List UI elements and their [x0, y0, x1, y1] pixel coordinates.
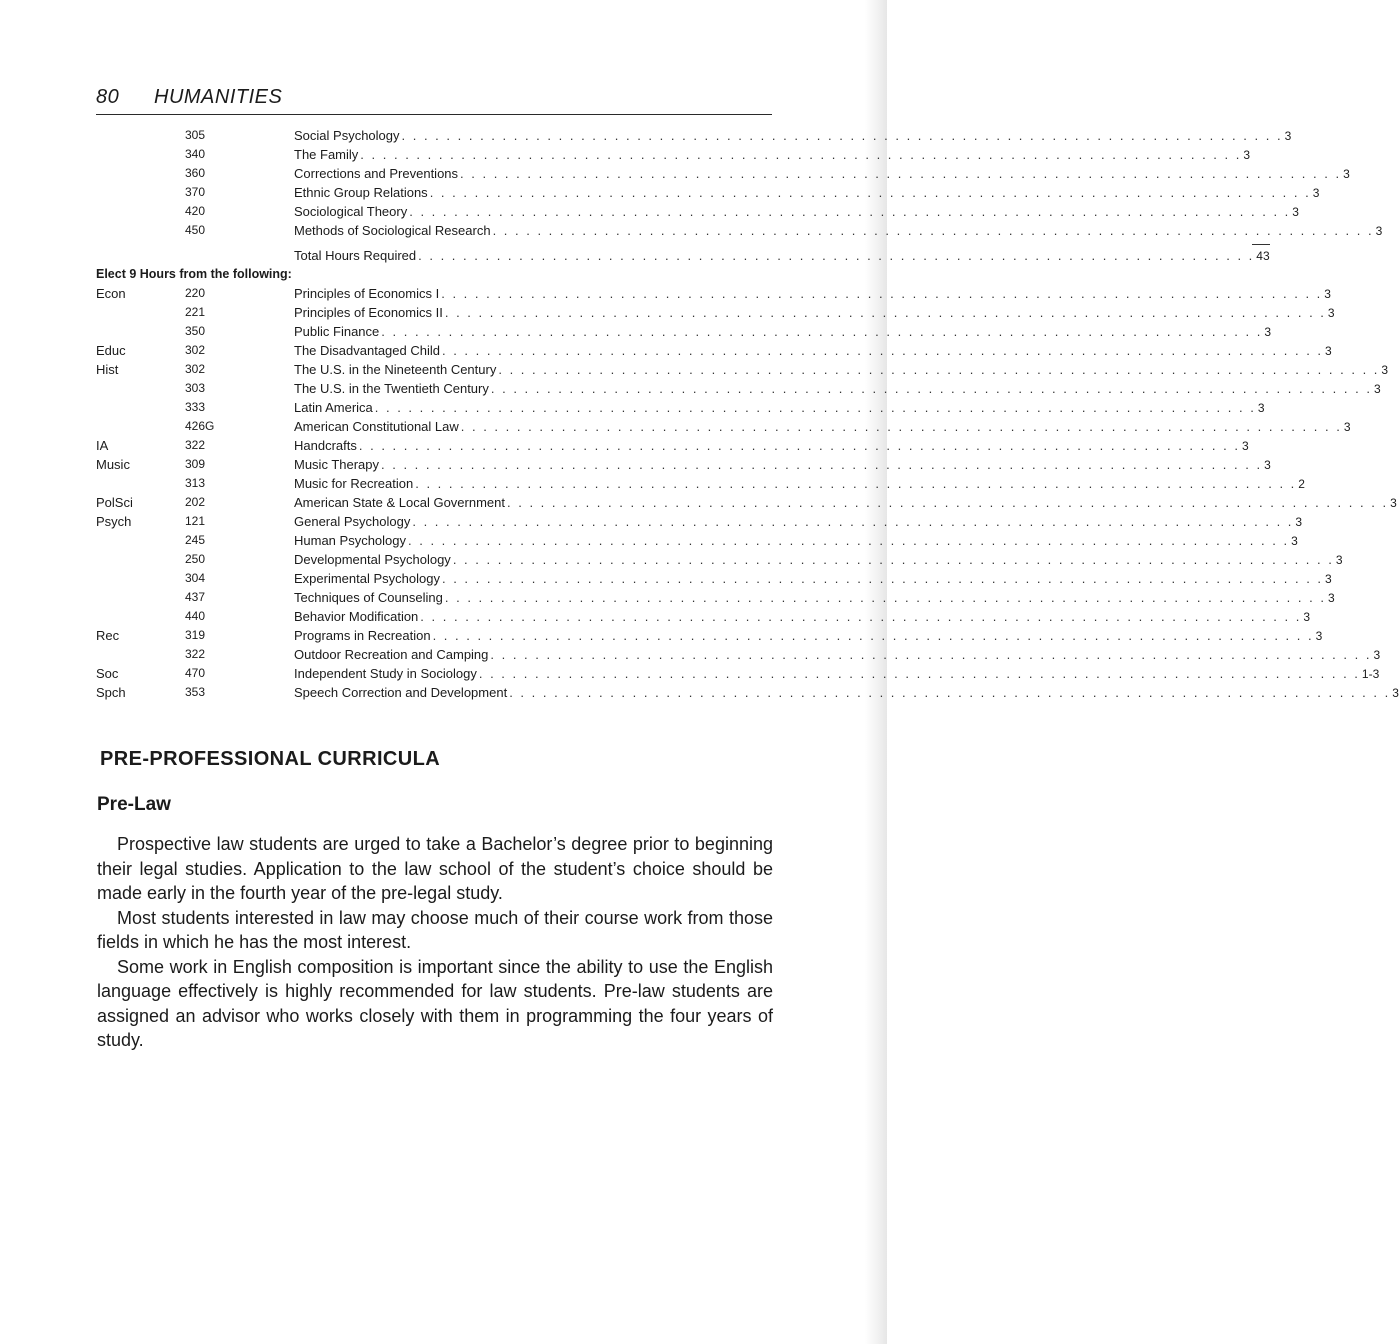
dot-leader: . . . . . . . . . . . . . . . . . . . . . . . . . . . . . . . . . . . . . . . . . . . . . . . . . . . . . . . . . . . . . . . . . . . . . . . . . . . . . . . — [507, 495, 1389, 510]
course-hours: 3 — [1312, 186, 1320, 200]
course-hours: 3 — [1303, 610, 1311, 624]
course-number: 360 — [185, 166, 206, 180]
course-number: 440 — [185, 609, 206, 623]
course-number: 220 — [185, 286, 206, 300]
course-number: 313 — [185, 476, 206, 490]
course-title: Music Therapy — [294, 457, 380, 472]
required-courses-list — [96, 126, 1383, 240]
course-title: Human Psychology — [294, 533, 406, 548]
course-hours: 2 — [1298, 477, 1305, 491]
dot-leader: . . . . . . . . . . . . . . . . . . . . . . . . . . . . . . . . . . . . . . . . . . . . . . . . . . . . . . . . . . . . . . . . . . . . . . . . . . . . . . . — [432, 628, 1314, 643]
course-hours: 1-3 — [1361, 667, 1380, 681]
course-hours: 3 — [1343, 420, 1351, 434]
elective-courses-list — [96, 284, 1399, 702]
course-hours: 3 — [1295, 515, 1303, 529]
course-row — [96, 436, 1249, 455]
course-number: 350 — [185, 324, 206, 338]
course-number: 370 — [185, 185, 206, 199]
course-number: 340 — [185, 147, 206, 161]
course-title: Programs in Recreation — [294, 628, 431, 643]
dot-leader: . . . . . . . . . . . . . . . . . . . . . . . . . . . . . . . . . . . . . . . . . . . . . . . . . . . . . . . . . . . . . . . . . . . . . . . . . . . . . . . — [412, 514, 1294, 529]
course-title: The U.S. in the Twentieth Century — [294, 381, 489, 396]
dot-leader: . . . . . . . . . . . . . . . . . . . . . . . . . . . . . . . . . . . . . . . . . . . . . . . . . . . . . . . . . . . . . . . . . . . . . . . . . . . . . . . — [441, 343, 1324, 358]
course-title: American Constitutional Law — [294, 419, 459, 434]
dot-leader: . . . . . . . . . . . . . . . . . . . . . . . . . . . . . . . . . . . . . . . . . . . . . . . . . . . . . . . . . . . . . . . . . . . . . . . . . . . . . . . — [490, 647, 1372, 662]
course-title: American State & Local Government — [294, 495, 505, 510]
course-hours: 3 — [1284, 129, 1292, 143]
course-dept: PolSci — [96, 495, 133, 510]
course-row — [96, 379, 1381, 398]
course-hours: 3 — [1324, 287, 1331, 301]
course-number: 437 — [185, 590, 206, 604]
dot-leader: . . . . . . . . . . . . . . . . . . . . . . . . . . . . . . . . . . . . . . . . . . . . . . . . . . . . . . . . . . . . . . . . . . . . . . . . . . . . . . . — [478, 666, 1360, 681]
course-number: 420 — [185, 204, 206, 218]
dot-leader: . . . . . . . . . . . . . . . . . . . . . . . . . . . . . . . . . . . . . . . . . . . . . . . . . . . . . . . . . . . . . . . . . . . . . . . . . . . . . . . — [374, 400, 1256, 415]
course-hours: 3 — [1243, 148, 1251, 162]
course-row — [96, 145, 1251, 164]
course-row — [96, 360, 1389, 379]
course-title: The Disadvantaged Child — [294, 343, 440, 358]
course-number: 302 — [185, 343, 206, 357]
course-row — [96, 569, 1332, 588]
elect-heading: Elect 9 Hours from the following: — [96, 267, 292, 281]
course-title: General Psychology — [294, 514, 411, 529]
paragraph: Some work in English composition is important since the ability to use the English language effectively is highly recommended for law students. Pre-law students are assigned an advisor who works closely with them in programming the four years of study. — [97, 956, 773, 1050]
dot-leader: . . . . . . . . . . . . . . . . . . . . . . . . . . . . . . . . . . . . . . . . . . . . . . . . . . . . . . . . . . . . . . . . . . . . . . . . . . . . . . . — [415, 476, 1297, 491]
course-row — [96, 607, 1311, 626]
course-hours: 3 — [1373, 382, 1381, 396]
course-title: Public Finance — [294, 324, 380, 339]
course-number: 353 — [185, 685, 206, 699]
dot-leader: . . . . . . . . . . . . . . . . . . . . . . . . . . . . . . . . . . . . . . . . . . . . . . . . . . . . . . . . . . . . . . . . . . . . . . . . . . . . . . . — [441, 571, 1324, 586]
course-number: 322 — [185, 438, 206, 452]
course-hours: 3 — [1335, 553, 1343, 567]
course-title: Principles of Economics II — [294, 305, 443, 320]
course-title: The Family — [294, 147, 359, 162]
course-number: 333 — [185, 400, 206, 414]
dot-leader: . . . . . . . . . . . . . . . . . . . . . . . . . . . . . . . . . . . . . . . . . . . . . . . . . . . . . . . . . . . . . . . . . . . . . . . . . . . . . . . — [444, 590, 1326, 605]
paragraph: Most students interested in law may choose much of their course work from those fields in which he has the most interest. — [97, 907, 773, 952]
course-hours: 3 — [1381, 363, 1389, 377]
course-title: Handcrafts — [294, 438, 357, 453]
course-number: 319 — [185, 628, 206, 642]
page-number: 80 — [96, 86, 120, 108]
course-dept: Rec — [96, 628, 120, 643]
course-hours: 3 — [1327, 591, 1335, 605]
course-title: Latin America — [294, 400, 373, 415]
course-number: 309 — [185, 457, 206, 471]
course-hours: 3 — [1325, 344, 1332, 358]
dot-leader: . . . . . . . . . . . . . . . . . . . . . . . . . . . . . . . . . . . . . . . . . . . . . . . . . . . . . . . . . . . . . . . . . . . . . . . . . . . . . . . — [441, 286, 1323, 301]
course-title: Sociological Theory — [294, 204, 408, 219]
course-title: Independent Study in Sociology — [294, 666, 477, 681]
dot-leader: . . . . . . . . . . . . . . . . . . . . . . . . . . . . . . . . . . . . . . . . . . . . . . . . . . . . . . . . . . . . . . . . . . . . . . . . . . . . . . . — [381, 324, 1263, 339]
section-title: PRE-PROFESSIONAL CURRICULA — [100, 748, 441, 770]
course-row — [96, 417, 1351, 436]
course-row — [96, 531, 1298, 550]
course-number: 322 — [185, 647, 206, 661]
course-hours: 3 — [1390, 496, 1397, 510]
course-title: Experimental Psychology — [294, 571, 440, 586]
course-title: Techniques of Counseling — [294, 590, 443, 605]
course-dept: Spch — [96, 685, 126, 700]
course-row — [96, 664, 1380, 683]
course-title: Methods of Sociological Research — [294, 223, 491, 238]
course-title: Principles of Economics I — [294, 286, 440, 301]
dot-leader: . . . . . . . . . . . . . . . . . . . . . . . . . . . . . . . . . . . . . . . . . . . . . . . . . . . . . . . . . . . . . . . . . . . . . . . . . . . . . . . — [490, 381, 1372, 396]
dot-leader: . . . . . . . . . . . . . . . . . . . . . . . . . . . . . . . . . . . . . . . . . . . . . . . . . . . . . . . . . . . . . . . . . . . . . . . . . . . . . . . — [360, 147, 1242, 162]
course-row — [96, 588, 1335, 607]
course-dept: Psych — [96, 514, 132, 529]
course-row — [96, 455, 1271, 474]
course-title: Music for Recreation — [294, 476, 414, 491]
total-label: Total Hours Required — [294, 248, 417, 263]
course-dept: Educ — [96, 343, 126, 358]
dot-leader: . . . . . . . . . . . . . . . . . . . . . . . . . . . . . . . . . . . . . . . . . . . . . . . . . . . . . . . . . . . . . . . . . . . . . . . . . . . . . . . — [408, 533, 1290, 548]
course-title: The U.S. in the Nineteenth Century — [294, 362, 497, 377]
course-title: Social Psychology — [294, 128, 400, 143]
course-dept: Econ — [96, 286, 126, 301]
course-row — [96, 398, 1265, 417]
dot-leader: . . . . . . . . . . . . . . . . . . . . . . . . . . . . . . . . . . . . . . . . . . . . . . . . . . . . . . . . . . . . . . . . . . . . . . . . . . . . . . . — [498, 362, 1380, 377]
course-row — [96, 550, 1343, 569]
dot-leader: . . . . . . . . . . . . . . . . . . . . . . . . . . . . . . . . . . . . . . . . . . . . . . . . . . . . . . . . . . . . . . . . . . . . . . . . . . . . . . . — [452, 552, 1334, 567]
course-number: 250 — [185, 552, 206, 566]
course-row — [96, 303, 1335, 322]
course-hours: 3 — [1292, 205, 1299, 219]
course-hours: 3 — [1264, 325, 1272, 339]
course-row — [96, 284, 1331, 303]
course-hours: 3 — [1291, 534, 1298, 548]
course-hours: 3 — [1264, 458, 1271, 472]
course-row — [96, 493, 1397, 512]
course-title: Outdoor Recreation and Camping — [294, 647, 489, 662]
course-number: 302 — [185, 362, 206, 376]
dot-leader: . . . . . . . . . . . . . . . . . . . . . . . . . . . . . . . . . . . . . . . . . . . . . . . . . . . . . . . . . . . . . . . . . . . . . . . . . . . . . . . — [358, 438, 1240, 453]
dot-leader: . . . . . . . . . . . . . . . . . . . . . . . . . . . . . . . . . . . . . . . . . . . . . . . . . . . . . . . . . . . . . . . . . . . . . . . . . . . . . . . — [401, 128, 1283, 143]
course-number: 450 — [185, 223, 206, 237]
dot-leader: . . . . . . . . . . . . . . . . . . . . . . . . . . . . . . . . . . . . . . . . . . . . . . . . . . . . . . . . . . . . . . . . . . . . . . . . . . . . . . . — [460, 166, 1342, 181]
total-hours-row — [96, 246, 1270, 265]
course-hours: 3 — [1327, 306, 1335, 320]
course-row — [96, 341, 1332, 360]
course-row — [96, 474, 1305, 493]
course-row — [96, 322, 1272, 341]
dot-leader: . . . . . . . . . . . . . . . . . . . . . . . . . . . . . . . . . . . . . . . . . . . . . . . . . . . . . . . . . . . . . . . . . . . . . . . . . . . . . . . — [444, 305, 1326, 320]
course-number: 426G — [185, 419, 215, 433]
course-hours: 3 — [1373, 648, 1381, 662]
course-hours: 3 — [1392, 686, 1399, 700]
course-row — [96, 202, 1299, 221]
course-number: 305 — [185, 128, 206, 142]
paragraph: Prospective law students are urged to take a Bachelor’s degree prior to beginning their legal studies. Application to the law school of the student’s choice should be made early in the fourth year of the pre-legal study. — [97, 834, 773, 903]
dot-leader: . . . . . . . . . . . . . . . . . . . . . . . . . . . . . . . . . . . . . . . . . . . . . . . . . . . . . . . . . . . . . . . . . . . . . . . . . . . — [418, 248, 1255, 263]
pre-law-text — [97, 832, 773, 1053]
course-hours: 3 — [1257, 401, 1265, 415]
course-row — [96, 645, 1381, 664]
course-number: 470 — [185, 666, 206, 680]
course-number: 245 — [185, 533, 206, 547]
course-dept: Music — [96, 457, 130, 472]
course-number: 303 — [185, 381, 206, 395]
course-dept: Hist — [96, 362, 119, 377]
total-hours: 43 — [1256, 249, 1270, 263]
course-title: Behavior Modification — [294, 609, 419, 624]
course-title: Speech Correction and Development — [294, 685, 508, 700]
dot-leader: . . . . . . . . . . . . . . . . . . . . . . . . . . . . . . . . . . . . . . . . . . . . . . . . . . . . . . . . . . . . . . . . . . . . . . . . . . . . . . . — [409, 204, 1291, 219]
dot-leader: . . . . . . . . . . . . . . . . . . . . . . . . . . . . . . . . . . . . . . . . . . . . . . . . . . . . . . . . . . . . . . . . . . . . . . . . . . . . . . . — [492, 223, 1374, 238]
course-number: 202 — [185, 495, 206, 509]
dot-leader: . . . . . . . . . . . . . . . . . . . . . . . . . . . . . . . . . . . . . . . . . . . . . . . . . . . . . . . . . . . . . . . . . . . . . . . . . . . . . . . — [381, 457, 1263, 472]
course-row — [96, 126, 1292, 145]
course-hours: 3 — [1325, 572, 1332, 586]
course-title: Developmental Psychology — [294, 552, 451, 567]
course-dept: IA — [96, 438, 109, 453]
course-dept: Soc — [96, 666, 119, 681]
dot-leader: . . . . . . . . . . . . . . . . . . . . . . . . . . . . . . . . . . . . . . . . . . . . . . . . . . . . . . . . . . . . . . . . . . . . . . . . . . . . . . . — [429, 185, 1311, 200]
course-number: 304 — [185, 571, 206, 585]
section-name: HUMANITIES — [154, 86, 283, 108]
dot-leader: . . . . . . . . . . . . . . . . . . . . . . . . . . . . . . . . . . . . . . . . . . . . . . . . . . . . . . . . . . . . . . . . . . . . . . . . . . . . . . . — [509, 685, 1391, 700]
course-row — [96, 683, 1399, 702]
course-row — [96, 626, 1323, 645]
header-rule — [96, 114, 772, 115]
course-table — [96, 126, 1399, 702]
dot-leader: . . . . . . . . . . . . . . . . . . . . . . . . . . . . . . . . . . . . . . . . . . . . . . . . . . . . . . . . . . . . . . . . . . . . . . . . . . . . . . . — [420, 609, 1302, 624]
course-row — [96, 221, 1383, 240]
course-row — [96, 512, 1303, 531]
running-header — [96, 86, 772, 109]
total-rule — [1252, 244, 1270, 245]
course-row — [96, 164, 1350, 183]
course-hours: 3 — [1241, 439, 1249, 453]
course-number: 221 — [185, 305, 206, 319]
course-number: 121 — [185, 514, 206, 528]
course-row — [96, 183, 1320, 202]
course-title: Ethnic Group Relations — [294, 185, 428, 200]
course-title: Corrections and Preventions — [294, 166, 459, 181]
subsection-title: Pre-Law — [97, 794, 171, 815]
course-hours: 3 — [1343, 167, 1350, 181]
course-hours: 3 — [1315, 629, 1323, 643]
dot-leader: . . . . . . . . . . . . . . . . . . . . . . . . . . . . . . . . . . . . . . . . . . . . . . . . . . . . . . . . . . . . . . . . . . . . . . . . . . . . . . . — [460, 419, 1342, 434]
course-hours: 3 — [1375, 224, 1383, 238]
